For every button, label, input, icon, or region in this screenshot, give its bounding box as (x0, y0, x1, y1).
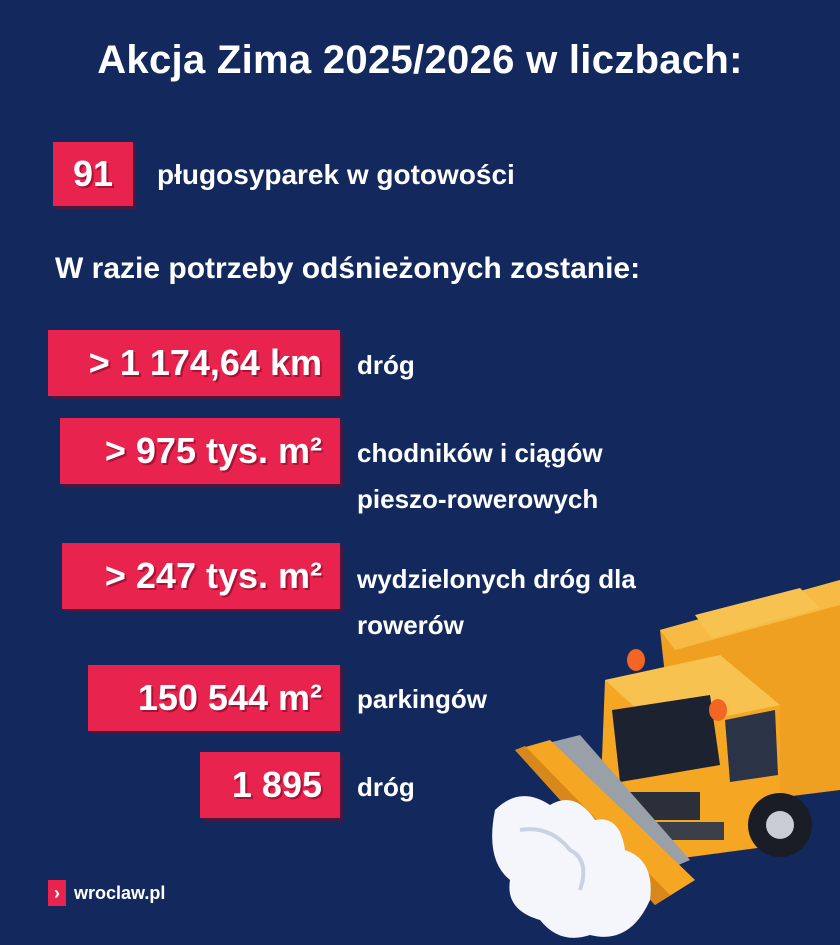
stat-label-line: pieszo-rowerowych (357, 484, 599, 514)
stat-value: 150 544 m² (137, 677, 322, 718)
stat-sidewalks-badge (60, 418, 340, 484)
stat-label (357, 342, 415, 388)
stat-label (357, 430, 603, 522)
stat-parking-badge (88, 665, 340, 731)
stat-roads-km-badge (48, 330, 340, 396)
stat-label (357, 764, 415, 810)
stat-value: > 247 tys. m² (104, 555, 322, 596)
stat-value: > 975 tys. m² (104, 430, 322, 471)
stat-label-line: parkingów (357, 684, 488, 714)
stat-label-line: dróg (357, 350, 415, 380)
stat-label (357, 676, 487, 722)
stat-value: > 1 174,64 km (88, 342, 322, 383)
stat-label-line: chodników i ciągów (357, 438, 603, 468)
stat-value: 1 895 (231, 764, 322, 805)
snowplow-truck-icon (480, 560, 840, 945)
stat-bike-lanes-badge (62, 543, 340, 609)
ready-count-label: pługosyparek w gotowości (157, 159, 515, 190)
stat-label-line: rowerów (357, 610, 464, 640)
chevron-right-icon: › (48, 880, 66, 906)
ready-count-value: 91 (72, 153, 114, 194)
logo-text: wroclaw.pl (74, 882, 166, 903)
page-title: Akcja Zima 2025/2026 w liczbach: (97, 38, 743, 82)
stat-label-line: dróg (357, 772, 415, 802)
subtitle: W razie potrzeby odśnieżonych zostanie: (55, 252, 641, 285)
stat-label-line: wydzielonych dróg dla (357, 564, 636, 594)
wroclaw-logo (48, 880, 165, 906)
stat-roads-count-badge (200, 752, 340, 818)
ready-count-badge (53, 142, 133, 206)
